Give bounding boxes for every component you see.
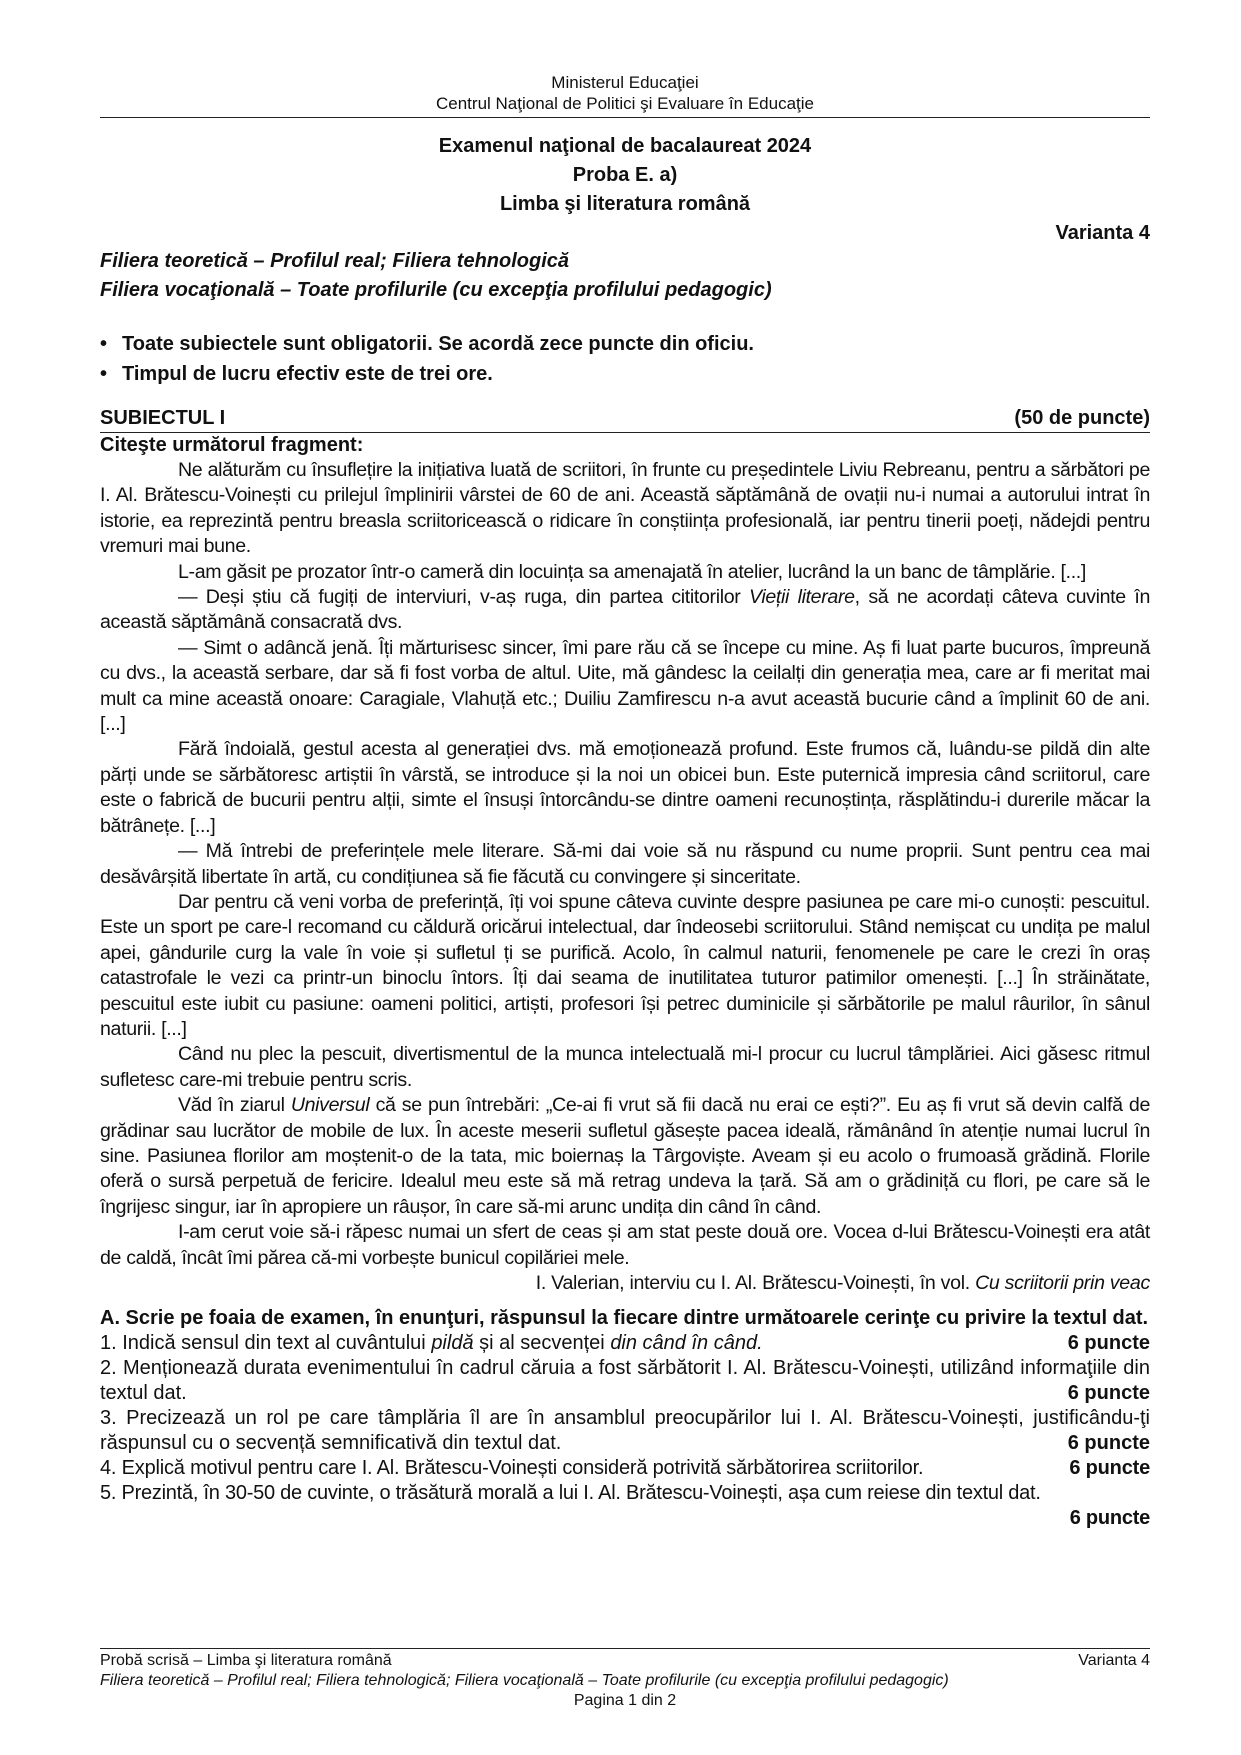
source-book-title: Cu scriitorii prin veac: [975, 1272, 1150, 1294]
page-footer: [100, 1648, 1150, 1711]
requirement-text: 1. Indică sensul din text al cuvântului: [100, 1332, 432, 1354]
rule-text: Timpul de lucru efectiv este de trei ore.: [122, 363, 493, 385]
exam-proba: Proba E. a): [572, 164, 678, 186]
text-fragment: [100, 458, 1150, 1271]
subject-points: (50 de puncte): [1014, 407, 1150, 429]
requirement-item: [100, 1456, 1150, 1481]
requirement-term: pildă: [431, 1332, 474, 1354]
fragment-source: [100, 1271, 1150, 1296]
institution-header: [100, 0, 1150, 114]
exam-subject: Limba şi literatura română: [499, 193, 751, 215]
center-name: Centrul Naţional de Politici şi Evaluare în Educaţie: [436, 94, 814, 113]
paragraph: Când nu plec la pescuit, divertismentul de la munca intelectuală mi-l procur cu lucrul tâmplăriei. Aici găsesc ritmul sufletesc care-mi trebuie pentru scris.: [100, 1043, 1150, 1091]
newspaper-title: Universul: [290, 1094, 370, 1117]
page-number: Pagina 1 din 2: [573, 1692, 677, 1709]
bullet-icon: •: [100, 363, 108, 385]
exam-rules: [100, 329, 1150, 389]
requirement-points: 6 puncte: [1067, 1332, 1150, 1354]
requirement-text: 3. Precizează un rol pe care tâmplăria îl are în ansamblul preocupărilor lui I. Al. Brătescu-Voinești, justificându-ţi răspunsul cu o secvență semnificativă din textul dat.: [100, 1407, 1150, 1454]
filiera-line-2: Filiera vocaţională – Toate profilurile (cu excepţia profilului pedagogic): [100, 279, 772, 301]
paragraph-text: că se pun întrebări: „Ce-ai fi vrut să fii dacă nu erai ce ești?”. Eu aș fi vrut să devin calfă de grădinar sau lucrător de mobile de lux. În aceste meserii sufletul găsește pacea ideală, rămânând în atenție numai lucrul în sine. Pasiunea florilor am moștenit-o de la tata, mic boiernaș la Târgoviște. Aveam și eu acolo o frumoasă grădină. Florile oferă o sursă perpetuă de fericire. Idealul meu este să mă retrag undeva la țară. Să am o grădiniță cu flori, pe care să le îngrijesc singur, iar în apropiere un râușor, în care să-mi arunc undița din când în când.: [100, 1094, 1150, 1218]
paragraph: I-am cerut voie să-i răpesc numai un sfert de ceas și am stat peste două ore. Vocea d-lui Brătescu-Voinești era atât de caldă, încât îmi părea că-mi vorbește bunicul copilăriei mele.: [100, 1221, 1150, 1269]
exam-title: Examenul naţional de bacalaureat 2024: [438, 135, 812, 157]
paragraph: [100, 1093, 1150, 1220]
subject-header: [100, 404, 1150, 432]
footer-filiera: Filiera teoretică – Profilul real; Filiera tehnologică; Filiera vocaţională – Toate profilurile (cu excepţia profilului pedagogic): [100, 1672, 949, 1689]
requirement-term: din când în când.: [610, 1332, 763, 1354]
requirement-text: 2. Menționează durata evenimentului în cadrul căruia a fost sărbătorit I. Al. Brătescu-Voinești, utilizând informaţiile din textul dat.: [100, 1357, 1150, 1404]
requirement-item: [100, 1331, 1150, 1356]
rule-item: [100, 329, 1150, 359]
rule-item: [100, 359, 1150, 389]
fragment-instruction: Citeşte următorul fragment:: [100, 434, 364, 456]
requirement-points: 6 puncte: [1069, 1457, 1150, 1479]
requirements-list: [100, 1331, 1150, 1531]
paragraph: L-am găsit pe prozator într-o cameră din locuința sa amenajată în atelier, lucrând la un banc de tâmplărie. [...]: [178, 560, 1086, 583]
publication-title: Vieții literare: [749, 586, 855, 609]
source-text: I. Valerian, interviu cu I. Al. Brătescu-Voinești, în vol.: [535, 1272, 976, 1294]
requirement-text: și al secvenței: [473, 1332, 611, 1354]
footer-divider: [100, 1648, 1150, 1649]
requirement-text: 4. Explică motivul pentru care I. Al. Brătescu-Voinești consideră potrivită sărbătorirea scriitorilor.: [100, 1457, 924, 1479]
paragraph-text: — Deși știu că fugiți de interviuri, v-aș ruga, din partea cititorilor: [178, 586, 749, 609]
subject-label: SUBIECTUL I: [100, 407, 226, 429]
section-a-heading: A. Scrie pe foaia de examen, în enunţuri, răspunsul la fiecare dintre următoarele cerinţe cu privire la textul dat.: [100, 1307, 1149, 1329]
paragraph: Ne alăturăm cu însuflețire la inițiativa luată de scriitori, în frunte cu președintele Liviu Rebreanu, pentru a sărbători pe I. Al. Brătescu-Voinești cu prilejul împlinirii vârstei de 60 de ani. Această săptămână de ovații nu-i numai a autorului intrat în istorie, ea reprezintă pentru breasla scriitoricească o ridicare în conștiința profesională, iar pentru tinerii poeți, nădejdi pentru vremuri mai bune.: [100, 459, 1150, 558]
filiera-line-1: Filiera teoretică – Profilul real; Filiera tehnologică: [100, 250, 570, 272]
paragraph: Fără îndoială, gestul acesta al generației dvs. mă emoționează profund. Este frumos că, luându-se pildă din alte părți unde se sărbătoresc artiștii în vârstă, se introduce și la noi un obicei bun. Este puternică impresia când scriitorul, care este o fabrică de bucurii pentru alții, simte el însuși întorcându-se dintre oameni recunoștința, răsplătindu-i durerile măcar la bătrânețe. [...]: [100, 738, 1150, 837]
ministry-name: Ministerul Educaţiei: [551, 73, 699, 92]
bullet-icon: •: [100, 333, 108, 355]
requirement-item: [100, 1406, 1150, 1456]
requirement-points: 6 puncte: [1067, 1382, 1150, 1404]
requirement-item: [100, 1356, 1150, 1406]
paragraph: Dar pentru că veni vorba de preferință, îți voi spune câteva cuvinte despre pasiunea pe care mi-o cunoști: pescuitul. Este un sport pe care-l recomand cu căldură oricărui intelectual, dar îndeosebi scriitorului. Stând nemișcat cu undița pe malul apei, gândurile curg la vale în voie și sufletul ți se purifică. Acolo, în calmul naturii, fenomenele pe care le crezi în oraș catastrofale le vezi ca printr-un binoclu întors. Îți dai seama de inutilitatea tuturor patimilor omenești. [...] În străinătate, pescuitul este iubit cu pasiune: oameni politici, artiști, profesori își petrec duminicile și sărbătorile pe malul râurilor, în sânul naturii. [...]: [100, 890, 1150, 1040]
requirement-text: 5. Prezintă, în 30-50 de cuvinte, o trăsătură morală a lui I. Al. Brătescu-Voinești, așa cum reiese din textul dat.: [100, 1482, 1041, 1504]
paragraph: [100, 585, 1150, 636]
requirement-item: [100, 1481, 1150, 1531]
paragraph-text: Văd în ziarul: [178, 1094, 291, 1117]
requirement-points: 6 puncte: [1069, 1507, 1150, 1529]
footer-top-row: [100, 1651, 1150, 1671]
requirement-points: 6 puncte: [1067, 1432, 1150, 1454]
footer-exam-label: Probă scrisă – Limba şi literatura română: [100, 1652, 392, 1669]
exam-title-block: [100, 118, 1150, 219]
exam-varianta: Varianta 4: [1055, 222, 1150, 244]
paragraph: — Simt o adâncă jenă. Îți mărturisesc sincer, îmi pare rău că se începe cu mine. Aș fi luat parte bucuros, împreună cu dvs., la această serbare, dar să fi fost vorba de altul. Uite, mă gândesc la ceilalți din generația mea, care ar fi meritat mai mult ca mine această onoare: Caragiale, Vlahuță etc.; Duiliu Zamfirescu n-a avut această bucurie când a împlinit 60 de ani. [...]: [100, 636, 1150, 736]
exam-page: [100, 0, 1150, 1531]
rule-text: Toate subiectele sunt obligatorii. Se acordă zece puncte din oficiu.: [122, 333, 754, 355]
footer-varianta: Varianta 4: [1078, 1652, 1150, 1669]
paragraph-text: , să ne acordați câteva cuvinte în această săptămână consacrată dvs.: [100, 586, 1150, 634]
paragraph: — Mă întrebi de preferințele mele literare. Să-mi dai voie să nu răspund cu nume proprii. Sunt pentru cea mai desăvârșită libertate în artă, cu condițiunea să fie făcută cu convingere și sinceritate.: [100, 840, 1150, 888]
